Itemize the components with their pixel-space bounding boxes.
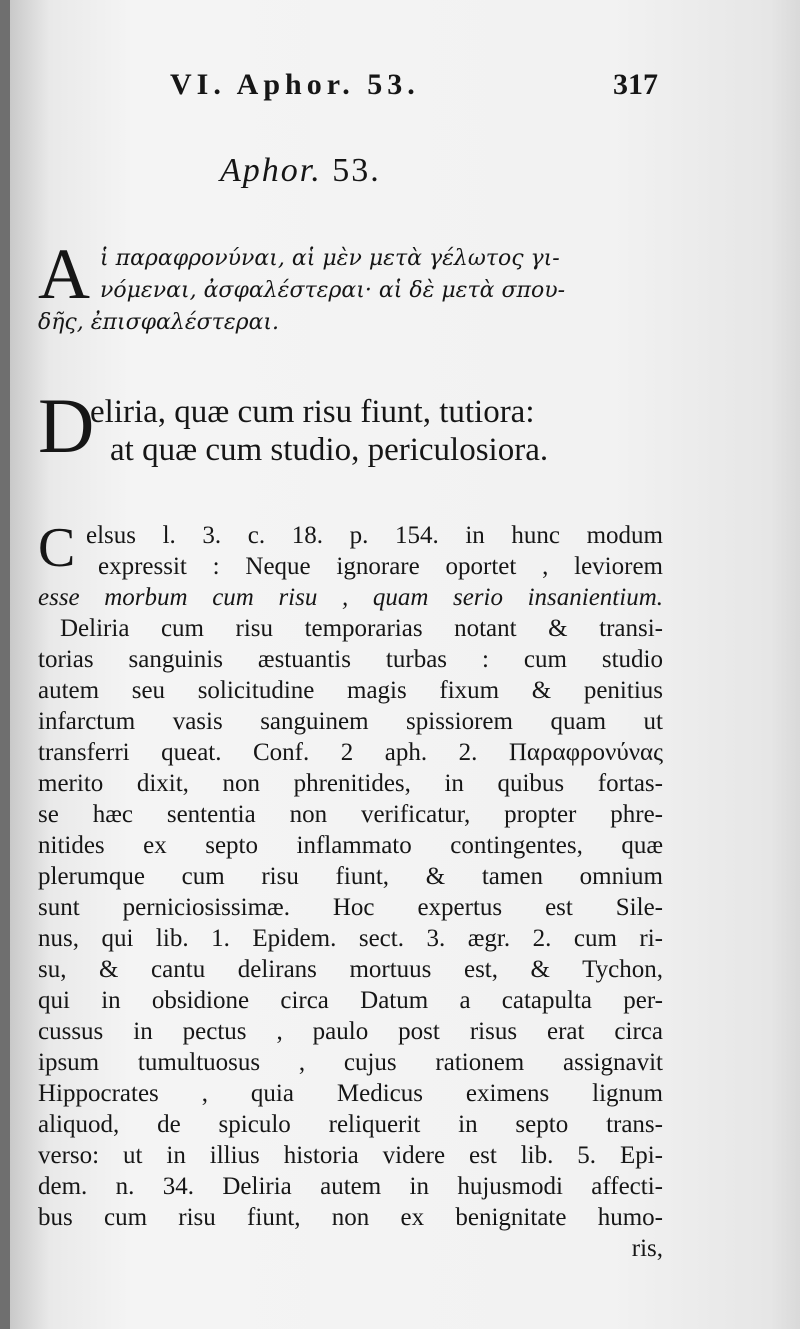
commentary-dropcap: C (38, 517, 76, 579)
book-page (10, 0, 800, 1329)
greek-line: νόμεναι, ἀσφαλέστεραι· αἱ δὲ μετὰ σπου- (100, 278, 566, 303)
greek-line: δῆς, ἐπισφαλέστεραι. (38, 310, 280, 335)
latin-aphorism (38, 382, 678, 470)
commentary-line: su, & cantu delirans mortuus est, & Tychon, (38, 956, 663, 983)
commentary-line: merito dixit, non phrenitides, in quibus fortas- (38, 770, 663, 797)
commentary-line: dem. n. 34. Deliria autem in hujusmodi affecti- (38, 1173, 663, 1200)
commentary-line: transferri queat. Conf. 2 aph. 2. Παραφρονύνας (38, 739, 663, 766)
running-head (170, 68, 670, 104)
commentary-line: qui in obsidione circa Datum a catapulta per- (38, 987, 663, 1014)
commentary-line: ipsum tumultuosus , cujus rationem assignavit (38, 1049, 663, 1076)
commentary-line: elsus l. 3. c. 18. p. 154. in hunc modum (86, 522, 663, 549)
greek-dropcap: A (38, 234, 90, 314)
commentary-line: bus cum risu fiunt, non ex benignitate humo- (38, 1204, 663, 1231)
commentary-line: aliquod, de spiculo reliquerit in septo trans- (38, 1111, 663, 1138)
running-head-title: VI. Aphor. 53. (170, 68, 420, 101)
commentary-line: torias sanguinis æstuantis turbas : cum studio (38, 646, 663, 673)
commentary-line: cussus in pectus , paulo post risus erat circa (38, 1018, 663, 1045)
latin-line: eliria, quæ cum risu fiunt, tutiora: (90, 394, 535, 430)
aphorism-heading (220, 152, 580, 190)
latin-line: at quæ cum studio, periculosiora. (110, 432, 549, 468)
commentary-line: expressit : Neque ignorare oportet , leviorem (98, 553, 663, 580)
aphorism-number: 53. (332, 152, 381, 189)
commentary-line: infarctum vasis sanguinem spissiorem quam ut (38, 708, 663, 735)
commentary-line: esse morbum cum risu , quam serio insanientium. (38, 584, 663, 611)
page-number: 317 (613, 68, 658, 101)
commentary-line: verso: ut in illius historia videre est lib. 5. Epi- (38, 1142, 663, 1169)
latin-dropcap: D (38, 382, 95, 469)
commentary-line: nitides ex septo inflammato contingentes, quæ (38, 832, 663, 859)
commentary-line: sunt perniciosissimæ. Hoc expertus est Sile- (38, 894, 663, 921)
catchword: ris, (631, 1235, 663, 1262)
commentary-line: autem seu solicitudine magis fixum & penitius (38, 677, 663, 704)
commentary-line: se hæc sententia non verificatur, propter phre- (38, 801, 663, 828)
commentary-line: plerumque cum risu fiunt, & tamen omnium (38, 863, 663, 890)
commentary-line: nus, qui lib. 1. Epidem. sect. 3. ægr. 2. cum ri- (38, 925, 663, 952)
commentary-line: Hippocrates , quia Medicus eximens lignum (38, 1080, 663, 1107)
greek-line: ἱ παραφρονύναι, αἱ μὲν μετὰ γέλωτος γι- (100, 246, 560, 271)
commentary-line: Deliria cum risu temporarias notant & transi- (60, 615, 663, 642)
greek-aphorism (38, 234, 678, 350)
aphorism-label: Aphor. (220, 152, 322, 189)
